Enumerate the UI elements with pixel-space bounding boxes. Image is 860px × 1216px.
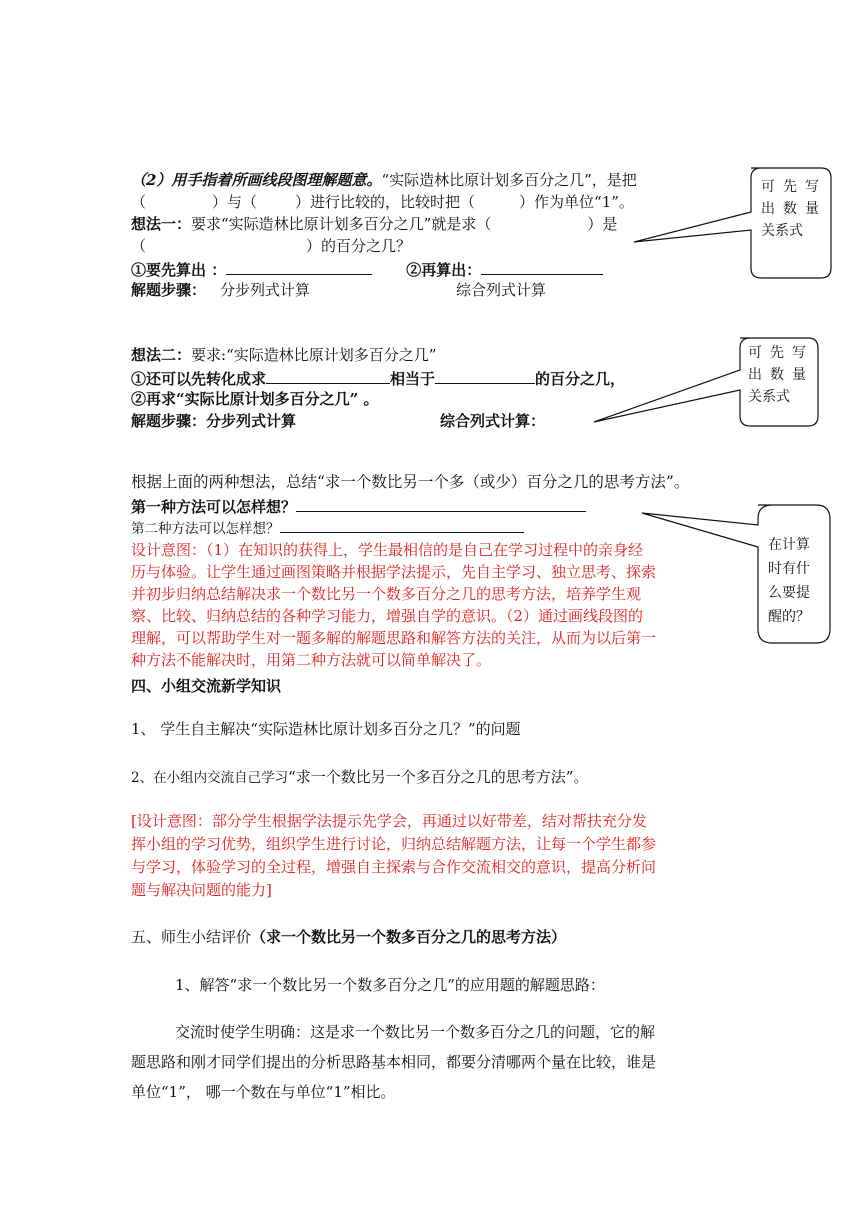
steps-label: 解题步骤：: [131, 281, 207, 299]
idea2-blank1[interactable]: [266, 367, 390, 384]
idea2-label: 想法二：: [131, 346, 192, 364]
summary-q1-blank[interactable]: [296, 495, 586, 512]
callout-text-3: 在计算 时有什 么要提 醒的？: [768, 537, 810, 625]
section5-item1: 1、解答“求一个数比另一个数多百分之几”的应用题的解题思路：: [175, 976, 605, 994]
step1-blank[interactable]: [226, 258, 372, 275]
section4-design-4: 题与解决问题的能力]: [131, 881, 272, 899]
idea2-steps: 解题步骤：分步列式计算 综合列式计算：: [131, 412, 546, 430]
section2-heading: （2）用手指着所画线段图理解题意。: [131, 171, 382, 189]
section2-line1: [131, 170, 637, 190]
design-intent-5: 理解，可以帮助学生对一题多解的解题思路和解答方法的关注，从而为以后第一: [131, 629, 657, 647]
step1-label: ①要先算出 ：: [131, 261, 227, 279]
idea2-blank2[interactable]: [435, 367, 535, 384]
section4-item1: 1、 学生自主解决“实际造林比原计划多百分之几？”的问题: [131, 720, 521, 738]
section4-heading: 四、小组交流新学知识: [131, 677, 282, 695]
summary-q1: 第一种方法可以怎样想？: [131, 495, 586, 517]
idea2-line3: ②再求“实际比原计划多百分之几” 。: [131, 390, 379, 408]
section4-design-3: 与学习，体验学习的全过程，增强自主探索与合作交流相交的意识，提高分析问: [131, 858, 657, 876]
callout-text-2: 可 先 写 出 数 量 关系式: [748, 345, 806, 405]
section5-para-2: 题思路和刚才同学们提出的分析思路基本相同，都要分清哪两个量在比较，谁是: [131, 1053, 657, 1071]
section5-para-1: 交流时使学生明确：这是求一个数比另一个数多百分之几的问题，它的解: [175, 1023, 656, 1041]
idea1-line2: （ ）的百分之几？: [131, 237, 412, 255]
section5-para-3: 单位“1”， 哪一个数在与单位“1”相比。: [131, 1083, 396, 1101]
design-intent-6: 种方法不能解决时，用第二种方法就可以简单解决了。: [131, 651, 492, 669]
idea1-steps-line: [131, 258, 603, 280]
section5-heading: 五、师生小结评价（求一个数比另一个数多百分之几的思考方法）: [131, 928, 567, 946]
summary-q2: 第二种方法可以怎样想？: [131, 518, 524, 539]
design-intent-3: 并初步归纳总结解决求一个数比另一个数多百分之几的思考方法，培养学生观: [131, 585, 642, 603]
summary-line1: 根据上面的两种想法，总结“求一个数比另一个多（或少）百分之几的思考方法”。: [131, 473, 690, 491]
idea1-method-line: 解题步骤： 分步列式计算 综合列式计算: [131, 281, 547, 299]
section2-line2: （ ）与（ ）进行比较的，比较时把（ ）作为单位“1”。: [131, 193, 634, 211]
idea2-line2: ①还可以先转化成求 相当于 的百分之几，: [131, 367, 625, 389]
step2-label: ②再算出：: [406, 261, 482, 279]
step2-blank[interactable]: [481, 258, 603, 275]
idea1-line: 想法一：要求“实际造林比原计划多百分之几”就是求（ ）是: [131, 215, 618, 233]
section4-design-2: 挥小组的学习优势，组织学生进行讨论，归纳总结解题方法，让每一个学生都参: [131, 835, 657, 853]
design-intent-2: 历与体验。让学生通过画图策略并根据学法提示，先自主学习、独立思考、探索: [131, 563, 657, 581]
design-intent-4: 察、比较、归纳总结的各种学习能力，增强自学的意识。（2）通过画线段图的: [131, 607, 644, 625]
section4-item2: 2、在小组内交流自己学习“求一个数比另一个多百分之几的思考方法”。: [131, 768, 589, 786]
section4-design-1: [设计意图：部分学生根据学法提示先学会，再通过以好带差，结对帮扶充分发: [131, 812, 647, 830]
idea1-label: 想法一：: [131, 215, 192, 233]
design-intent-1: 设计意图：（1）在知识的获得上，学生最相信的是自己在学习过程中的亲身经: [131, 541, 644, 559]
callout-text-1: 可 先 写 出 数 量 关系式: [761, 179, 819, 239]
section2-question: “实际造林比原计划多百分之几”，是把: [381, 171, 637, 189]
summary-q2-blank[interactable]: [280, 518, 524, 533]
idea2-line1: 想法二：要求:“实际造林比原计划多百分之几”: [131, 346, 437, 364]
